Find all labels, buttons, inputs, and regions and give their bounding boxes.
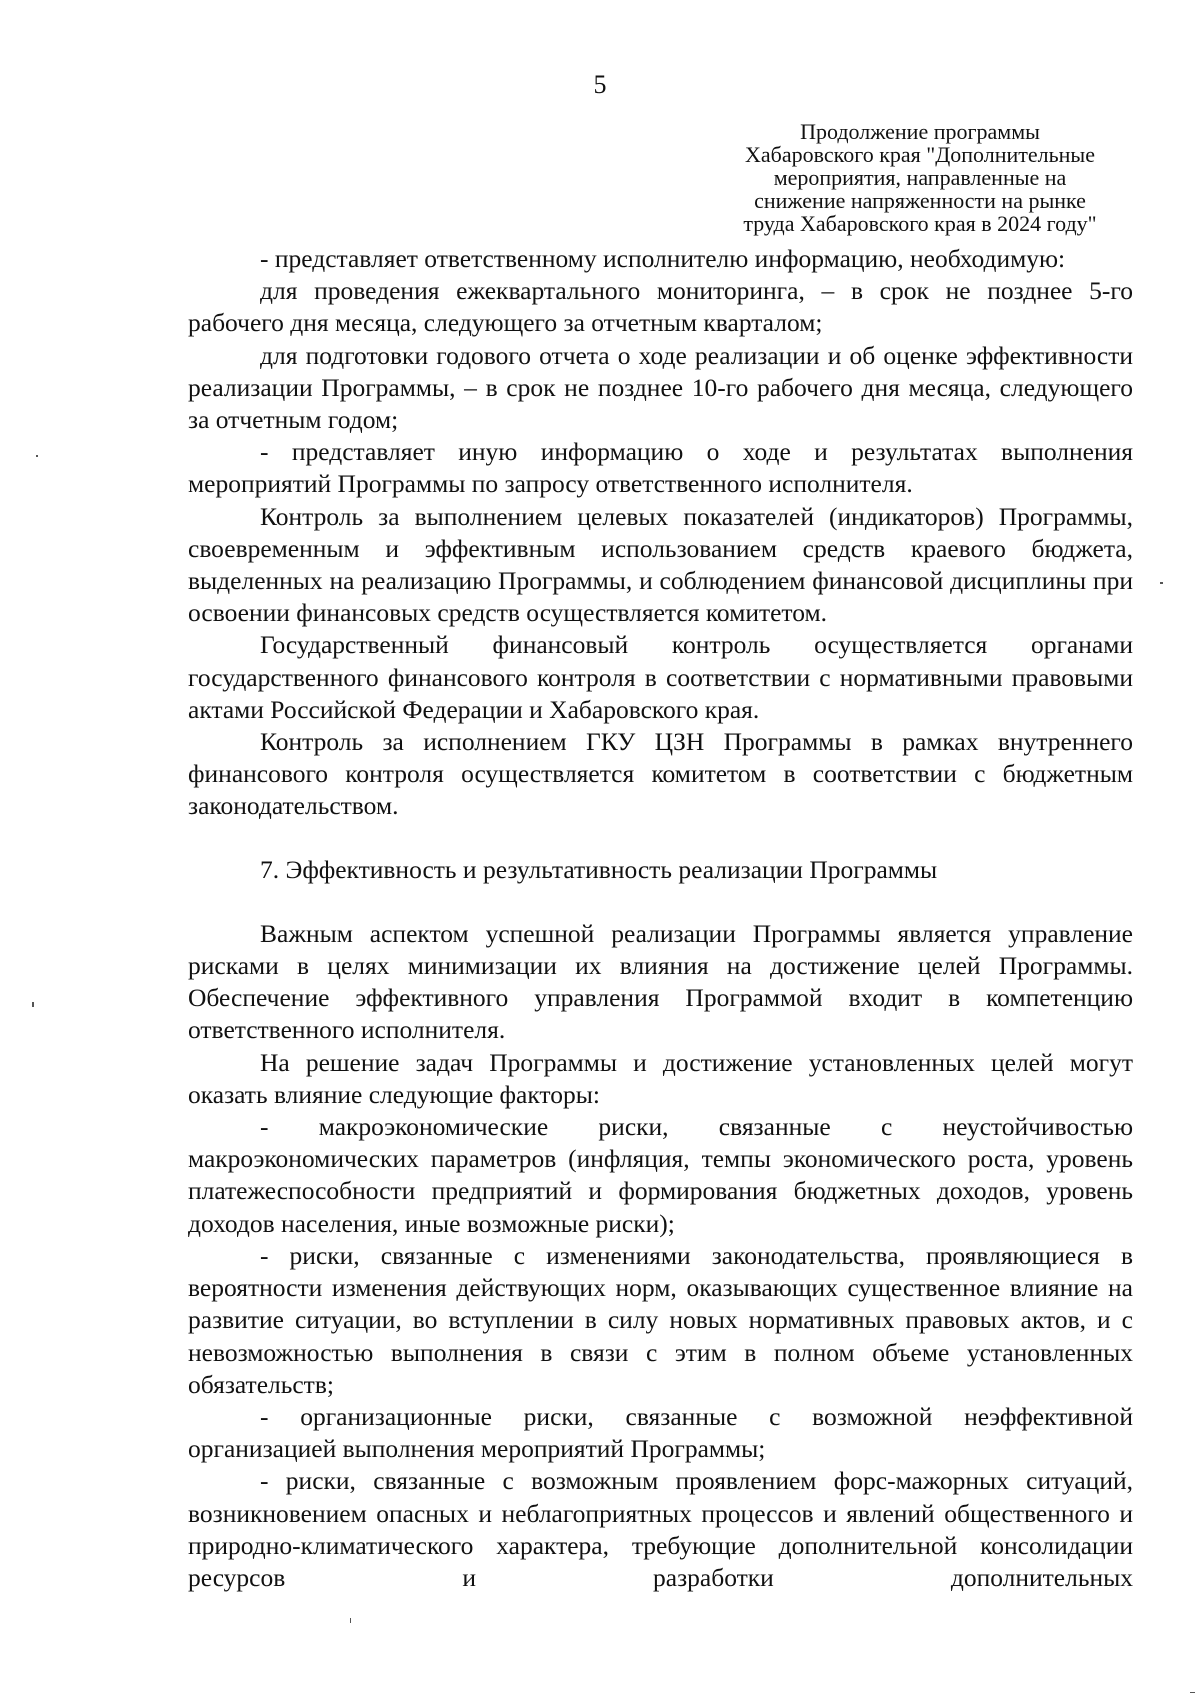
scan-speck	[1160, 582, 1163, 584]
paragraph: - макроэкономические риски, связанные с неустойчивостью макроэкономических параметров (инфляция, темпы экономического роста, уровень платежеспособности предприятий и формирования бюджетных доходов, уровень доходов населения, иные возможные риски);	[188, 1112, 1133, 1238]
scan-speck	[350, 1618, 351, 1623]
running-header	[700, 120, 1140, 235]
header-line: снижение напряженности на рынке	[754, 188, 1086, 213]
paragraph: На решение задач Программы и достижение установленных целей могут оказать влияние следующие факторы:	[188, 1047, 1133, 1109]
header-line: Продолжение программы	[800, 119, 1040, 144]
header-line: мероприятия, направленные на	[773, 165, 1067, 190]
paragraph: Контроль за выполнением целевых показателей (индикаторов) Программы, своевременным и эффективным использованием средств краевого бюджета, выделенных на реализацию Программы, и соблюдением финансовой дисциплины при освоении финансовых средств осуществляется комитетом.	[188, 501, 1133, 628]
scan-speck	[36, 455, 38, 457]
document-body	[188, 243, 1133, 1594]
header-line: труда Хабаровского края в 2024 году"	[743, 211, 1097, 236]
scan-speck	[1190, 1692, 1195, 1693]
page-number: 5	[593, 70, 607, 99]
paragraph: Важным аспектом успешной реализации Программы является управление рисками в целях минимизации их влияния на достижение целей Программы. Обеспечение эффективного управления Программой входит в компетенцию ответственного исполнителя.	[188, 918, 1133, 1045]
header-line: Хабаровского края "Дополнительные	[745, 142, 1095, 167]
paragraph: Государственный финансовый контроль осуществляется органами государственного финансового контроля в соответствии с нормативными правовыми актами Российской Федерации и Хабаровского края.	[188, 630, 1133, 724]
paragraph: - организационные риски, связанные с возможной неэффективной организацией выполнения мероприятий Программы;	[188, 1401, 1133, 1464]
scan-speck	[32, 1002, 34, 1007]
paragraph: - риски, связанные с возможным проявлением форс-мажорных ситуаций, возникновением опасных и неблагоприятных процессов и явлений общественного и природно-климатического характера, требующие дополнительной консолидации ресурсов и разработки дополнительных	[188, 1466, 1133, 1592]
paragraph: Контроль за исполнением ГКУ ЦЗН Программы в рамках внутреннего финансового контроля осуществляется комитетом в соответствии с бюджетным законодательством.	[188, 727, 1133, 821]
paragraph: для подготовки годового отчета о ходе реализации и об оценке эффективности реализации Программы, – в срок не позднее 10-го рабочего дня месяца, следующего за отчетным годом;	[188, 340, 1133, 435]
paragraph: для проведения ежеквартального мониторинга, – в срок не позднее 5-го рабочего дня месяца, следующего за отчетным кварталом;	[188, 276, 1133, 338]
paragraph: - представляет ответственному исполнителю информацию, необходимую:	[260, 244, 1066, 273]
section-title: 7. Эффективность и результативность реализации Программы	[260, 854, 938, 884]
paragraph: - риски, связанные с изменениями законодательства, проявляющиеся в вероятности изменения действующих норм, оказывающих существенное влияние на развитие ситуации, во вступлении в силу новых нормативных правовых актов, и с невозможностью выполнения в связи с этим в полном объеме установленных обязательств;	[188, 1240, 1133, 1399]
paragraph: - представляет иную информацию о ходе и результатах выполнения мероприятий Программы по запросу ответственного исполнителя.	[188, 437, 1133, 499]
